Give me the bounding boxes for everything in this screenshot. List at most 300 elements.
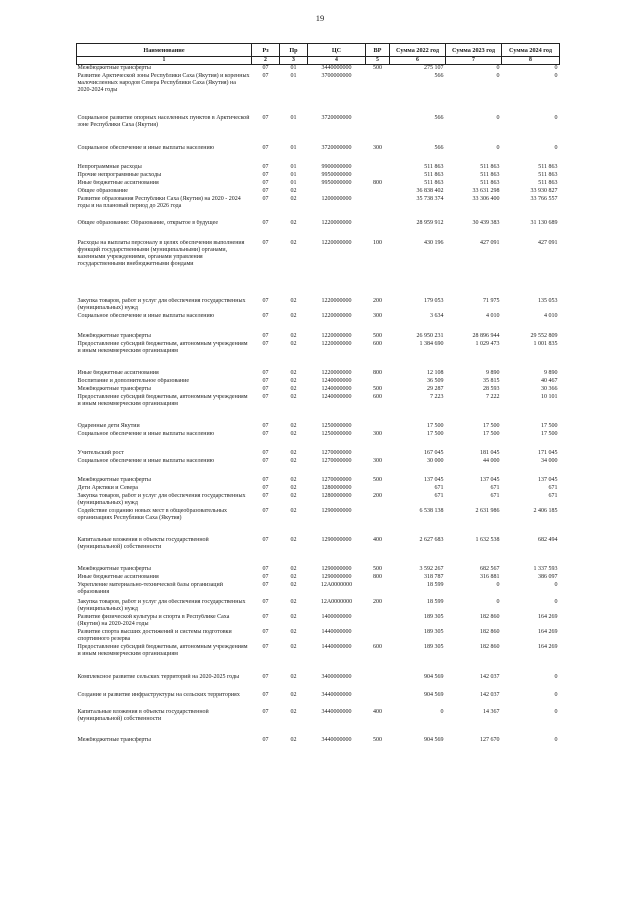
row-sum-2024: 4 010 (544, 313, 558, 319)
row-sum-2023: 33 306 400 (472, 196, 500, 202)
row-sum-2023: 182 860 (480, 644, 500, 650)
row-vr (366, 188, 390, 196)
table-row (77, 431, 560, 450)
table-row (77, 450, 560, 458)
row-sum-2022: 318 787 (424, 574, 444, 580)
row-sum-2024: 1 001 835 (533, 341, 558, 347)
row-sum-2023: 30 439 383 (472, 220, 500, 226)
row-rz: 07 (262, 298, 269, 304)
row-cs: 1290000000 (321, 508, 352, 514)
row-sum-2022: 3 634 (430, 313, 444, 319)
row-rz: 07 (262, 333, 269, 339)
row-sum-2022: 36 509 (427, 378, 444, 384)
row-vr (366, 196, 390, 220)
row-pr: 02 (290, 386, 297, 392)
row-sum-2022: 28 959 912 (416, 220, 444, 226)
row-name: Развитие образования Республики Саха (Якутия) на 2020 - 2024 годы и на плановый период до 2026 года (77, 196, 241, 209)
row-sum-2022: 904 569 (424, 692, 444, 698)
row-sum-2024: 511 863 (538, 164, 558, 170)
row-name: Межбюджетные трансферты (77, 65, 151, 71)
table-row (77, 709, 560, 737)
row-sum-2022: 566 (434, 145, 444, 151)
row-name: Комплексное развитие сельских территорий на 2020-2025 годы (77, 674, 240, 680)
row-name: Развитие физической культуры и спорта в Республике Саха (Якутия) на 2020-2024 годы (77, 614, 230, 627)
row-cs (308, 188, 366, 196)
row-sum-2022: 904 569 (424, 737, 444, 743)
row-pr: 02 (290, 370, 297, 376)
table-row (77, 423, 560, 431)
row-sum-2022: 566 (434, 73, 444, 79)
row-name: Капитальные вложения в объекты государственной (муниципальной) собственности (77, 537, 209, 550)
row-rz: 07 (262, 674, 269, 680)
row-pr: 01 (290, 145, 297, 151)
column-number: 7 (446, 57, 502, 65)
row-sum-2022: 189 305 (424, 644, 444, 650)
row-sum-2023: 511 863 (480, 172, 500, 178)
row-pr: 02 (290, 508, 297, 514)
row-sum-2023: 137 045 (480, 477, 500, 483)
row-cs: 1220000000 (321, 341, 352, 347)
row-pr: 01 (290, 73, 297, 79)
row-name: Социальное обеспечение и иные выплаты населению (77, 458, 215, 464)
row-sum-2023: 28 593 (483, 386, 500, 392)
row-name: Предоставление субсидий бюджетным, автономным учреждениям и иным некоммерческим организациям (77, 341, 248, 354)
row-sum-2023: 682 567 (480, 566, 500, 572)
row-rz: 07 (262, 508, 269, 514)
row-sum-2024: 427 091 (538, 240, 558, 246)
row-name: Межбюджетные трансферты (77, 333, 151, 339)
row-cs: 1270000000 (321, 477, 352, 483)
row-sum-2023: 4 010 (486, 313, 500, 319)
row-sum-2022: 18 599 (427, 599, 444, 605)
row-name: Социальное обеспечение и иные выплаты населению (77, 313, 215, 319)
row-name: Непрограммные расходы (77, 164, 142, 170)
row-vr (366, 115, 390, 145)
row-vr: 600 (373, 341, 382, 347)
row-rz: 07 (262, 115, 269, 121)
header-pr: Пр (280, 44, 308, 57)
row-cs: 1220000000 (321, 220, 352, 226)
row-sum-2024: 31 130 689 (530, 220, 558, 226)
row-cs: 1240000000 (321, 378, 352, 384)
row-sum-2022: 566 (434, 115, 444, 121)
row-cs: 1290000000 (321, 537, 352, 543)
row-name: Закупка товаров, работ и услуг для обеспечения государственных (муниципальных) нужд (77, 493, 246, 506)
row-name: Закупка товаров, работ и услуг для обеспечения государственных (муниципальных) нужд (77, 298, 246, 311)
row-rz: 07 (262, 485, 269, 491)
table-row (77, 566, 560, 574)
row-sum-2022: 511 863 (424, 172, 444, 178)
row-sum-2024: 511 863 (538, 172, 558, 178)
row-cs: 9950000000 (321, 180, 352, 186)
table-row (77, 341, 560, 370)
row-pr: 02 (290, 378, 297, 384)
row-cs: 3400000000 (321, 674, 352, 680)
row-sum-2022: 189 305 (424, 614, 444, 620)
row-rz: 07 (262, 65, 269, 71)
row-name: Межбюджетные трансферты (77, 566, 151, 572)
row-rz: 07 (262, 644, 269, 650)
header-cs: ЦС (308, 44, 366, 57)
row-sum-2022: 12 108 (427, 370, 444, 376)
row-sum-2022: 167 045 (424, 450, 444, 456)
row-sum-2022: 179 053 (424, 298, 444, 304)
row-vr: 500 (373, 333, 382, 339)
row-sum-2024: 671 (548, 485, 558, 491)
row-vr: 500 (373, 65, 382, 71)
row-name: Социальное обеспечение и иные выплаты населению (77, 431, 215, 437)
row-pr: 01 (290, 115, 297, 121)
row-rz: 07 (262, 341, 269, 347)
table-row (77, 313, 560, 333)
row-cs: 1290000000 (321, 566, 352, 572)
row-rz: 07 (262, 709, 269, 715)
row-vr: 800 (373, 574, 382, 580)
table-row (77, 674, 560, 692)
row-sum-2023: 142 037 (480, 674, 500, 680)
row-sum-2024: 34 000 (541, 458, 558, 464)
row-name: Одаренные дети Якутии (77, 423, 140, 429)
table-row (77, 220, 560, 240)
row-sum-2023: 182 860 (480, 614, 500, 620)
row-rz: 07 (262, 737, 269, 743)
row-sum-2024: 1 337 593 (533, 566, 558, 572)
table-row (77, 644, 560, 674)
row-rz: 07 (262, 220, 269, 226)
row-cs: 9900000000 (321, 164, 352, 170)
row-name: Предоставление субсидий бюджетным, автономным учреждениям и иным некоммерческим организациям (77, 394, 248, 407)
row-sum-2023: 511 863 (480, 164, 500, 170)
row-cs: 1220000000 (321, 240, 352, 246)
row-sum-2024: 164 269 (538, 644, 558, 650)
row-name: Расходы на выплаты персоналу в целях обеспечения выполнения функций государственными (муниципальными) органами, казенными учреждениями, органами управления государственными внебюджетными фондами (77, 240, 245, 267)
row-rz: 07 (262, 172, 269, 178)
column-number: 3 (280, 57, 308, 65)
row-sum-2023: 2 631 986 (475, 508, 500, 514)
row-sum-2023: 14 367 (483, 709, 500, 715)
row-name: Содействие созданию новых мест в общеобразовательных организациях Республики Саха (Якутия) (77, 508, 228, 521)
budget-table (76, 43, 560, 745)
row-vr: 500 (373, 386, 382, 392)
row-sum-2022: 36 838 402 (416, 188, 444, 194)
row-sum-2023: 0 (496, 65, 500, 71)
row-name: Предоставление субсидий бюджетным, автономным учреждениям и иным некоммерческим организациям (77, 644, 248, 657)
row-rz: 07 (262, 394, 269, 400)
row-cs: 1220000000 (321, 333, 352, 339)
column-number: 4 (308, 57, 366, 65)
table-row (77, 508, 560, 537)
row-pr: 02 (290, 450, 297, 456)
row-cs: 1440000000 (321, 629, 352, 635)
row-cs: 3440000000 (321, 692, 352, 698)
table-row (77, 394, 560, 423)
table-row (77, 537, 560, 566)
row-vr: 100 (373, 240, 382, 246)
row-rz: 07 (262, 537, 269, 543)
table-row (77, 614, 560, 629)
row-sum-2022: 7 223 (430, 394, 444, 400)
row-vr: 200 (373, 298, 382, 304)
row-pr: 02 (290, 458, 297, 464)
row-vr (366, 73, 390, 115)
row-pr: 01 (290, 180, 297, 186)
row-sum-2023: 142 037 (480, 692, 500, 698)
row-vr: 800 (373, 180, 382, 186)
row-rz: 07 (262, 582, 269, 588)
row-sum-2022: 26 950 231 (416, 333, 444, 339)
row-rz: 07 (262, 574, 269, 580)
column-number: 1 (77, 57, 252, 65)
row-sum-2024: 2 406 185 (533, 508, 558, 514)
row-pr: 02 (290, 431, 297, 437)
row-vr (366, 450, 390, 458)
table-row (77, 145, 560, 164)
column-number: 8 (502, 57, 560, 65)
row-cs: 3720000000 (321, 145, 352, 151)
row-cs: 1270000000 (321, 450, 352, 456)
row-vr: 800 (373, 370, 382, 376)
row-rz: 07 (262, 313, 269, 319)
row-sum-2023: 316 881 (480, 574, 500, 580)
row-pr: 01 (290, 164, 297, 170)
column-number: 5 (366, 57, 390, 65)
row-cs: 1200000000 (321, 196, 352, 202)
header-sum-2024: Сумма 2024 год (502, 44, 560, 57)
row-sum-2023: 182 860 (480, 629, 500, 635)
table-row (77, 164, 560, 172)
row-sum-2022: 29 287 (427, 386, 444, 392)
row-sum-2024: 386 097 (538, 574, 558, 580)
row-vr: 300 (373, 431, 382, 437)
row-pr: 02 (290, 341, 297, 347)
row-cs: 1400000000 (321, 614, 352, 620)
row-sum-2024: 17 500 (541, 431, 558, 437)
row-cs: 1240000000 (321, 386, 352, 392)
row-sum-2024: 0 (554, 674, 558, 680)
row-vr (366, 172, 390, 180)
row-name: Развитие спорта высших достижений и системы подготовки спортивного резерва (77, 629, 232, 642)
row-pr: 02 (290, 599, 297, 605)
row-rz: 07 (262, 188, 269, 194)
header-vr: ВР (366, 44, 390, 57)
row-sum-2022: 17 500 (427, 423, 444, 429)
row-vr: 600 (373, 644, 382, 650)
table-row (77, 574, 560, 582)
table-row (77, 629, 560, 644)
row-sum-2022: 275 107 (424, 65, 444, 71)
row-vr: 200 (373, 599, 382, 605)
row-sum-2023: 511 863 (480, 180, 500, 186)
table-row (77, 477, 560, 485)
header-rz: Рз (252, 44, 280, 57)
row-sum-2022: 18 599 (427, 582, 444, 588)
row-sum-2024: 0 (554, 709, 558, 715)
row-rz: 07 (262, 240, 269, 246)
row-cs: 1240000000 (321, 394, 352, 400)
row-sum-2024: 135 053 (538, 298, 558, 304)
row-name: Межбюджетные трансферты (77, 477, 151, 483)
row-sum-2024: 29 552 809 (530, 333, 558, 339)
row-rz: 07 (262, 145, 269, 151)
row-sum-2023: 671 (490, 493, 500, 499)
row-sum-2023: 0 (496, 582, 500, 588)
row-sum-2023: 1 632 538 (475, 537, 500, 543)
row-vr (366, 378, 390, 386)
table-row (77, 692, 560, 709)
row-pr: 02 (290, 674, 297, 680)
table-row (77, 582, 560, 599)
row-rz: 07 (262, 370, 269, 376)
table-row (77, 737, 560, 745)
row-sum-2024: 33 766 557 (530, 196, 558, 202)
row-sum-2023: 127 670 (480, 737, 500, 743)
row-sum-2024: 137 045 (538, 477, 558, 483)
row-vr: 500 (373, 477, 382, 483)
row-sum-2022: 1 384 690 (419, 341, 444, 347)
column-number: 6 (390, 57, 446, 65)
row-vr (366, 692, 390, 709)
row-name: Создание и развитие инфраструктуры на сельских территориях (77, 692, 240, 698)
row-vr: 500 (373, 566, 382, 572)
table-row (77, 370, 560, 378)
row-vr (366, 614, 390, 629)
row-vr: 300 (373, 145, 382, 151)
row-rz: 07 (262, 629, 269, 635)
row-sum-2022: 0 (440, 709, 444, 715)
row-vr (366, 220, 390, 240)
row-sum-2022: 2 627 683 (419, 537, 444, 543)
row-sum-2022: 137 045 (424, 477, 444, 483)
table-row (77, 378, 560, 386)
row-sum-2024: 0 (554, 145, 558, 151)
row-cs: 1250000000 (321, 431, 352, 437)
table-row (77, 386, 560, 394)
row-sum-2023: 181 045 (480, 450, 500, 456)
row-sum-2023: 0 (496, 145, 500, 151)
row-pr: 02 (290, 333, 297, 339)
row-rz: 07 (262, 493, 269, 499)
row-sum-2023: 671 (490, 485, 500, 491)
row-sum-2024: 30 366 (541, 386, 558, 392)
row-name: Социальное обеспечение и иные выплаты населению (77, 145, 215, 151)
row-sum-2024: 0 (554, 692, 558, 698)
row-rz: 07 (262, 477, 269, 483)
table-row (77, 240, 560, 298)
row-sum-2024: 40 467 (541, 378, 558, 384)
row-cs: 1220000000 (321, 298, 352, 304)
row-sum-2022: 17 500 (427, 431, 444, 437)
row-sum-2023: 1 029 473 (475, 341, 500, 347)
row-sum-2024: 0 (554, 73, 558, 79)
row-cs: 9950000000 (321, 172, 352, 178)
table-row (77, 599, 560, 614)
row-pr: 02 (290, 485, 297, 491)
row-pr: 02 (290, 240, 297, 246)
row-sum-2022: 671 (434, 485, 444, 491)
row-cs: 3700000000 (321, 73, 352, 79)
row-vr: 300 (373, 313, 382, 319)
row-name: Укрепление материально-технической базы организаций образования (77, 582, 223, 595)
row-rz: 07 (262, 386, 269, 392)
row-name: Дети Арктики и Севера (77, 485, 138, 491)
row-vr: 500 (373, 737, 382, 743)
header-name: Наименование (77, 44, 252, 57)
row-pr: 01 (290, 65, 297, 71)
row-name: Учительский рост (77, 450, 124, 456)
row-pr: 02 (290, 423, 297, 429)
row-vr (366, 485, 390, 493)
header-sum-2022: Сумма 2022 год (390, 44, 446, 57)
header-row (77, 44, 560, 57)
row-pr: 02 (290, 493, 297, 499)
row-pr: 02 (290, 582, 297, 588)
row-pr: 02 (290, 709, 297, 715)
row-rz: 07 (262, 458, 269, 464)
row-name: Социальное развитие опорных населенных пунктов в Арктической зоне Республики Саха (Якутия) (77, 115, 250, 128)
row-name: Развитие Арктической зоны Республики Саха (Якутия) и коренных малочисленных народов Севера Республики Саха (Якутия) на 2020-2024 годы (77, 73, 250, 93)
table-row (77, 73, 560, 115)
row-sum-2024: 33 930 827 (530, 188, 558, 194)
row-cs: 3440000000 (321, 65, 352, 71)
row-pr: 02 (290, 477, 297, 483)
row-cs: 12А0000000 (320, 582, 353, 588)
row-sum-2022: 430 196 (424, 240, 444, 246)
row-sum-2024: 511 863 (538, 180, 558, 186)
row-cs: 1250000000 (321, 423, 352, 429)
row-sum-2022: 511 863 (424, 180, 444, 186)
row-sum-2022: 189 305 (424, 629, 444, 635)
row-sum-2024: 17 500 (541, 423, 558, 429)
table-row (77, 65, 560, 74)
row-sum-2024: 0 (554, 599, 558, 605)
table-body (77, 65, 560, 746)
row-sum-2023: 33 631 298 (472, 188, 500, 194)
table-row (77, 458, 560, 477)
row-sum-2022: 6 538 138 (419, 508, 444, 514)
row-pr: 02 (290, 737, 297, 743)
row-name: Прочие непрограммные расходы (77, 172, 162, 178)
row-rz: 07 (262, 164, 269, 170)
row-rz: 07 (262, 431, 269, 437)
header-sum-2023: Сумма 2023 год (446, 44, 502, 57)
row-vr: 400 (373, 709, 382, 715)
row-name: Иные бюджетные ассигнования (77, 370, 159, 376)
row-sum-2024: 682 494 (538, 537, 558, 543)
row-sum-2023: 427 091 (480, 240, 500, 246)
row-rz: 07 (262, 692, 269, 698)
row-pr: 02 (290, 629, 297, 635)
row-sum-2023: 71 975 (483, 298, 500, 304)
row-vr (366, 423, 390, 431)
row-rz: 07 (262, 196, 269, 202)
row-sum-2024: 164 269 (538, 614, 558, 620)
row-rz: 07 (262, 378, 269, 384)
row-sum-2023: 0 (496, 115, 500, 121)
row-sum-2024: 0 (554, 115, 558, 121)
row-sum-2022: 904 569 (424, 674, 444, 680)
row-sum-2024: 0 (554, 65, 558, 71)
row-sum-2023: 28 896 944 (472, 333, 500, 339)
row-name: Общее образование: Образование, открытое в будущее (77, 220, 218, 226)
row-pr: 01 (290, 172, 297, 178)
row-cs: 1270000000 (321, 458, 352, 464)
row-sum-2024: 671 (548, 493, 558, 499)
row-name: Межбюджетные трансферты (77, 737, 151, 743)
row-sum-2023: 44 000 (483, 458, 500, 464)
table-row (77, 493, 560, 508)
row-pr: 02 (290, 566, 297, 572)
row-sum-2023: 17 500 (483, 423, 500, 429)
